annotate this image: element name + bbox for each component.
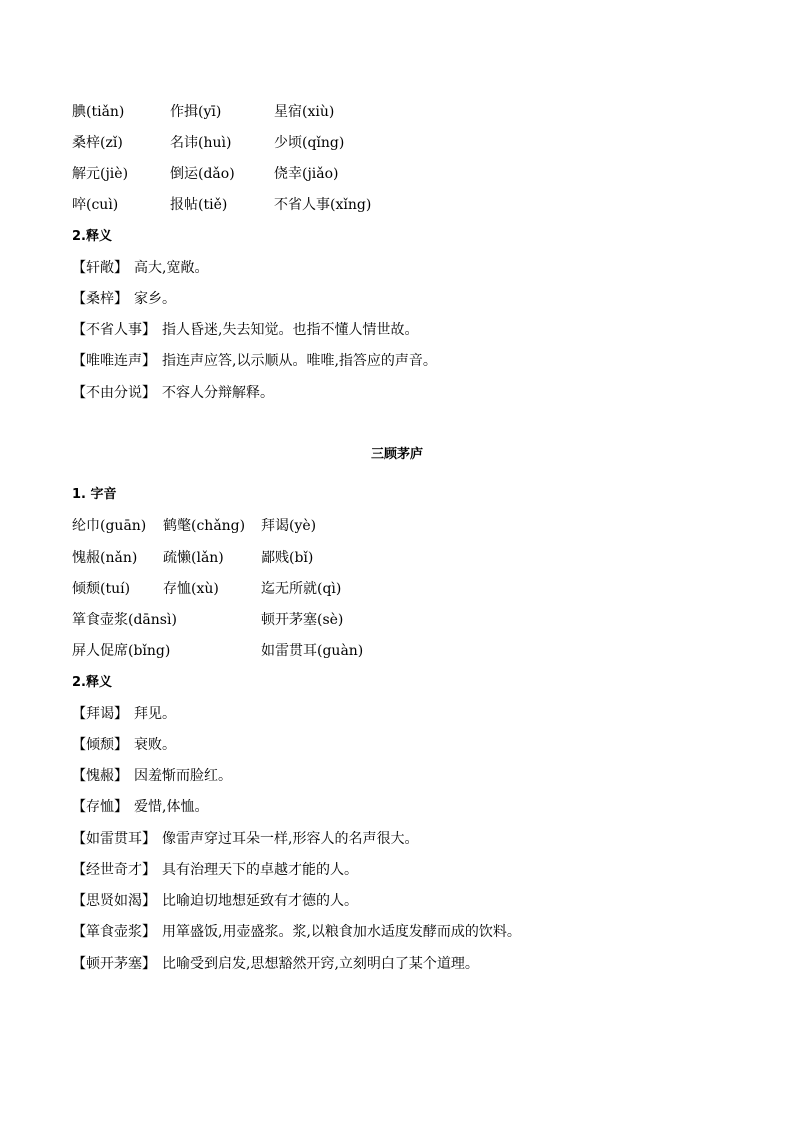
pron-item: 倾颓(tuí) <box>72 581 131 597</box>
pron-item: 如雷贯耳(guàn) <box>261 643 364 659</box>
definition-item <box>72 735 176 755</box>
pron-item: 啐(cuì) <box>72 197 119 213</box>
definition-item <box>72 891 358 911</box>
definition-term: 【箪食壶浆】 <box>72 924 156 940</box>
pron-item: 迄无所就(qì) <box>261 581 342 597</box>
definition-meaning: 拜见。 <box>134 706 176 722</box>
pron-item: 屏人促席(bǐng) <box>72 643 171 659</box>
pron-item: 报帖(tiě) <box>170 197 228 213</box>
pron-item: 鄙贱(bǐ) <box>261 550 314 566</box>
definition-item <box>72 320 418 340</box>
definition-item <box>72 766 232 786</box>
pron-item: 名讳(huì) <box>170 135 232 151</box>
pron-item: 拜谒(yè) <box>261 518 317 534</box>
definition-meaning: 比喻受到启发,思想豁然开窍,立刻明白了某个道理。 <box>162 956 479 972</box>
definition-term: 【不省人事】 <box>72 322 156 338</box>
definition-term: 【思贤如渴】 <box>72 893 156 909</box>
definition-term: 【愧赧】 <box>72 768 128 784</box>
definition-heading: 2.释义 <box>72 675 112 690</box>
pron-item: 少顷(qǐng) <box>274 135 345 151</box>
pron-item: 侥幸(jiǎo) <box>274 166 339 182</box>
definition-item <box>72 289 176 309</box>
definition-term: 【唯唯连声】 <box>72 353 156 369</box>
pron-item: 存恤(xù) <box>163 581 219 597</box>
definition-item <box>72 954 479 974</box>
definition-item <box>72 829 418 849</box>
pron-item: 鹤氅(chǎng) <box>163 518 246 534</box>
definition-meaning: 家乡。 <box>134 291 176 307</box>
definition-term: 【轩敞】 <box>72 260 128 276</box>
definition-item <box>72 258 208 278</box>
section-title: 三顾茅庐 <box>370 447 423 462</box>
pron-item: 愧赧(nǎn) <box>72 550 138 566</box>
definition-term: 【拜谒】 <box>72 706 128 722</box>
definition-term: 【顿开茅塞】 <box>72 956 156 972</box>
definition-meaning: 比喻迫切地想延致有才德的人。 <box>162 893 358 909</box>
definition-heading: 2.释义 <box>72 229 112 244</box>
definition-meaning: 衰败。 <box>134 737 176 753</box>
definition-meaning: 用箪盛饭,用壶盛浆。浆,以粮食加水适度发酵而成的饮料。 <box>162 924 521 940</box>
definition-meaning: 具有治理天下的卓越才能的人。 <box>162 862 358 878</box>
definition-meaning: 指连声应答,以示顺从。唯唯,指答应的声音。 <box>162 353 437 369</box>
definition-term: 【桑梓】 <box>72 291 128 307</box>
pron-item: 星宿(xiù) <box>274 104 335 120</box>
definition-meaning: 像雷声穿过耳朵一样,形容人的名声很大。 <box>162 831 419 847</box>
definition-item <box>72 860 358 880</box>
pron-item: 顿开茅塞(sè) <box>261 612 344 628</box>
definition-meaning: 高大,宽敞。 <box>134 260 209 276</box>
definition-item <box>72 383 274 403</box>
pron-item: 作揖(yī) <box>170 104 222 120</box>
definition-item <box>72 797 208 817</box>
pron-item: 疏懒(lǎn) <box>163 550 224 566</box>
pron-item: 腆(tiǎn) <box>72 104 125 120</box>
definition-meaning: 因羞惭而脸红。 <box>134 768 232 784</box>
pron-item: 桑梓(zǐ) <box>72 135 123 151</box>
pron-item: 箪食壶浆(dānsì) <box>72 612 177 628</box>
definition-term: 【如雷贯耳】 <box>72 831 156 847</box>
pronunciation-heading: 1. 字音 <box>72 487 117 502</box>
definition-meaning: 爱惜,体恤。 <box>134 799 209 815</box>
definition-item <box>72 351 437 371</box>
pron-item: 解元(jiè) <box>72 166 129 182</box>
pron-item: 纶巾(guān) <box>72 518 147 534</box>
definition-meaning: 指人昏迷,失去知觉。也指不懂人情世故。 <box>162 322 419 338</box>
definition-term: 【不由分说】 <box>72 385 156 401</box>
definition-item <box>72 704 176 724</box>
definition-meaning: 不容人分辩解释。 <box>162 385 274 401</box>
definition-item <box>72 922 521 942</box>
pron-item: 不省人事(xǐng) <box>274 197 372 213</box>
pron-item: 倒运(dǎo) <box>170 166 235 182</box>
definition-term: 【经世奇才】 <box>72 862 156 878</box>
definition-term: 【倾颓】 <box>72 737 128 753</box>
definition-term: 【存恤】 <box>72 799 128 815</box>
